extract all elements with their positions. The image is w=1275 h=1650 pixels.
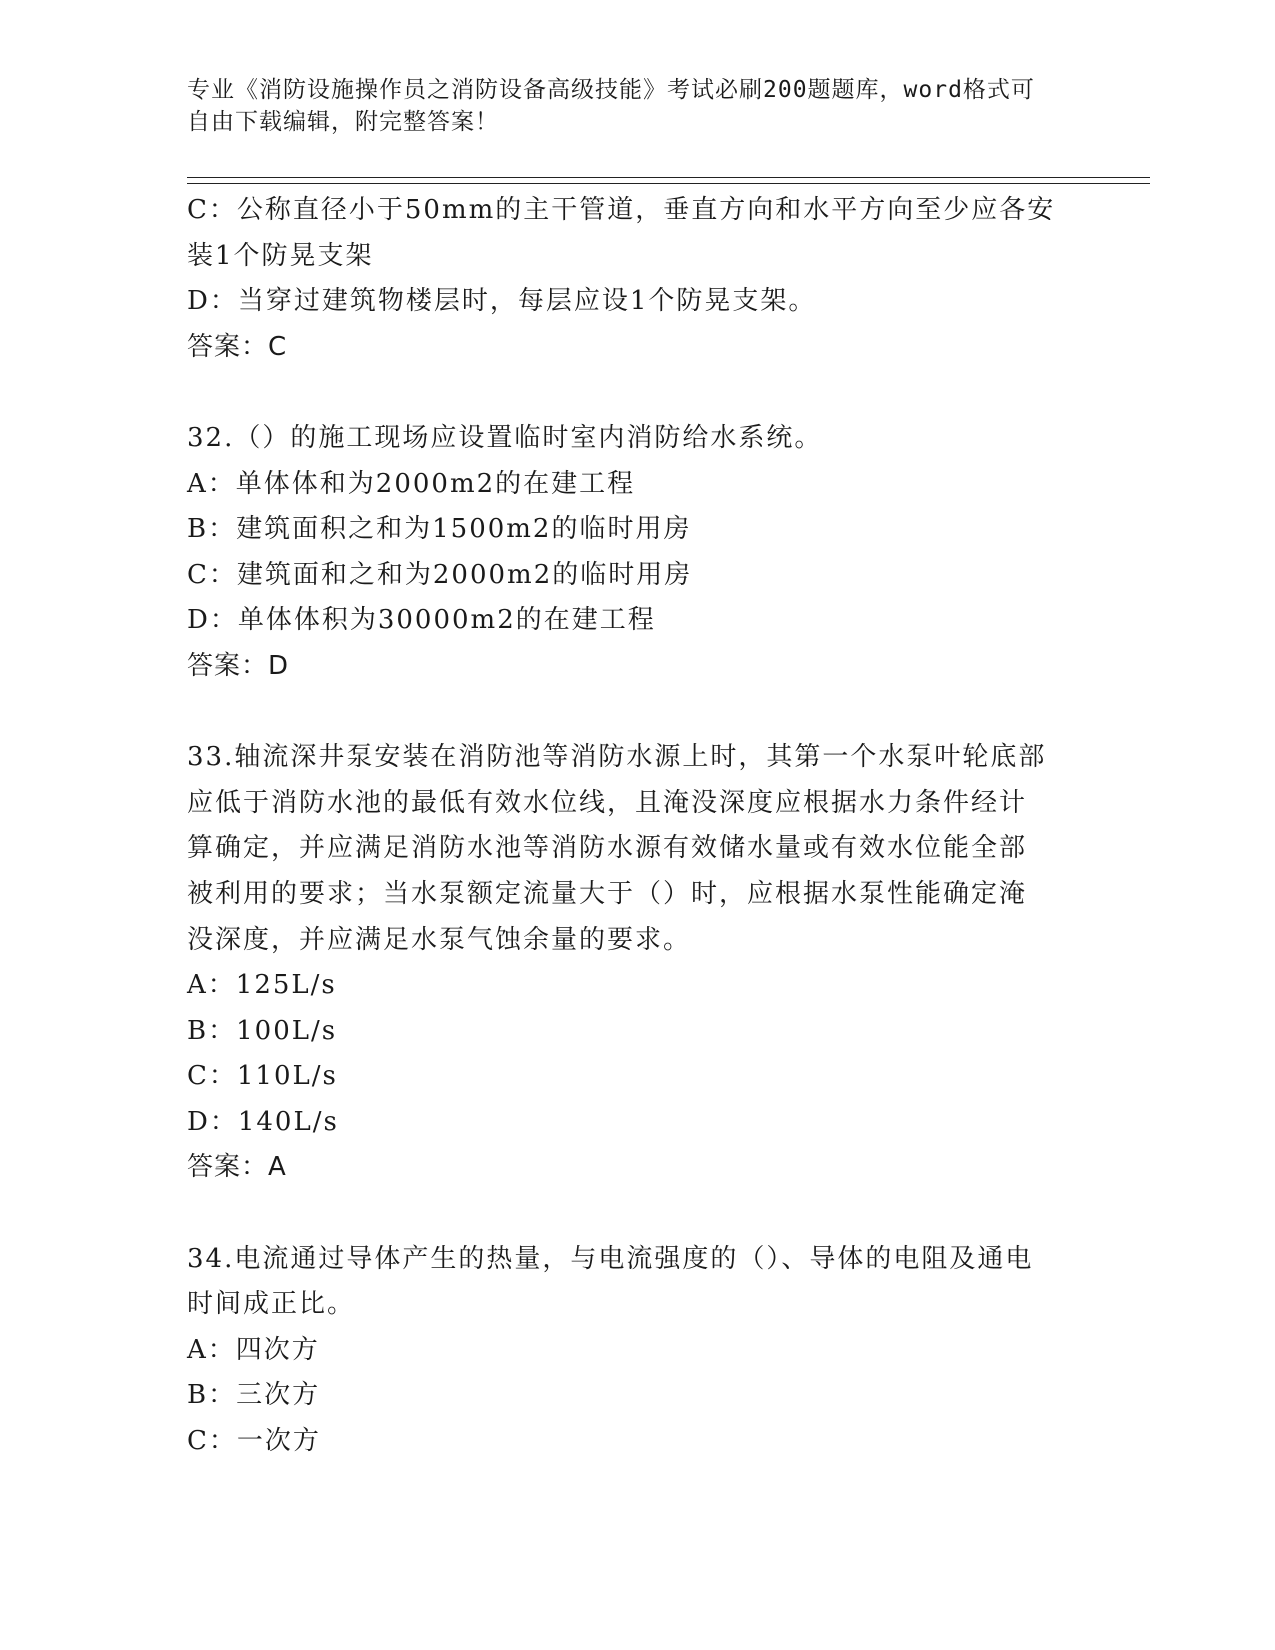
spacer: [187, 1191, 1087, 1237]
option-b: B：100L/s: [187, 1015, 338, 1046]
question-32: [187, 416, 1087, 690]
option-c-line-2: 装1个防晃支架: [187, 240, 374, 271]
option-c: C：建筑面和之和为2000m2的临时用房: [187, 559, 693, 590]
option-a: A：四次方: [187, 1334, 320, 1365]
question-stem-line-1: 34.电流通过导体产生的热量，与电流强度的（）、导体的电阻及通电: [187, 1243, 1034, 1274]
answer: 答案：D: [187, 650, 290, 681]
answer: 答案：C: [187, 331, 288, 362]
question-stem-line-5: 没深度，并应满足水泵气蚀余量的要求。: [187, 924, 692, 955]
option-d: D：当穿过建筑物楼层时，每层应设1个防晃支架。: [187, 286, 817, 317]
question-stem: 32.（）的施工现场应设置临时室内消防给水系统。: [187, 422, 823, 453]
option-c: C：一次方: [187, 1426, 321, 1457]
option-a: A：单体体和为2000m2的在建工程: [187, 468, 636, 499]
question-stem-line-1: 33.轴流深井泵安装在消防池等消防水源上时，其第一个水泵叶轮底部: [187, 742, 1047, 773]
option-b: B：建筑面积之和为1500m2的临时用房: [187, 514, 692, 545]
question-stem-line-3: 算确定，并应满足消防水池等消防水源有效储水量或有效水位能全部: [187, 833, 1028, 864]
question-stem-line-4: 被利用的要求；当水泵额定流量大于（）时，应根据水泵性能确定淹: [187, 878, 1028, 909]
header-divider-bottom: [187, 183, 1150, 184]
answer: 答案：A: [187, 1152, 287, 1183]
header-line-1: 专业《消防设施操作员之消防设备高级技能》考试必刷200题题库，word格式可: [187, 77, 1035, 103]
document-header: [187, 74, 1067, 138]
question-stem-line-2: 应低于消防水池的最低有效水位线，且淹没深度应根据水力条件经计: [187, 787, 1028, 818]
option-b: B：三次方: [187, 1380, 321, 1411]
header-line-2: 自由下载编辑，附完整答案！: [187, 109, 499, 135]
question-stem-line-2: 时间成正比。: [187, 1289, 356, 1320]
question-content: [187, 188, 1087, 1465]
question-31-tail: [187, 188, 1087, 370]
spacer: [187, 690, 1087, 736]
option-d: D：140L/s: [187, 1106, 339, 1137]
option-c-line-1: C：公称直径小于50mm的主干管道，垂直方向和水平方向至少应各安: [187, 195, 1056, 225]
question-34: [187, 1237, 1087, 1465]
option-a: A：125L/s: [187, 970, 337, 1001]
spacer: [187, 370, 1087, 416]
header-divider-top: [187, 177, 1150, 178]
question-33: [187, 735, 1087, 1191]
option-d: D：单体体积为30000m2的在建工程: [187, 605, 656, 636]
option-c: C：110L/s: [187, 1061, 338, 1092]
